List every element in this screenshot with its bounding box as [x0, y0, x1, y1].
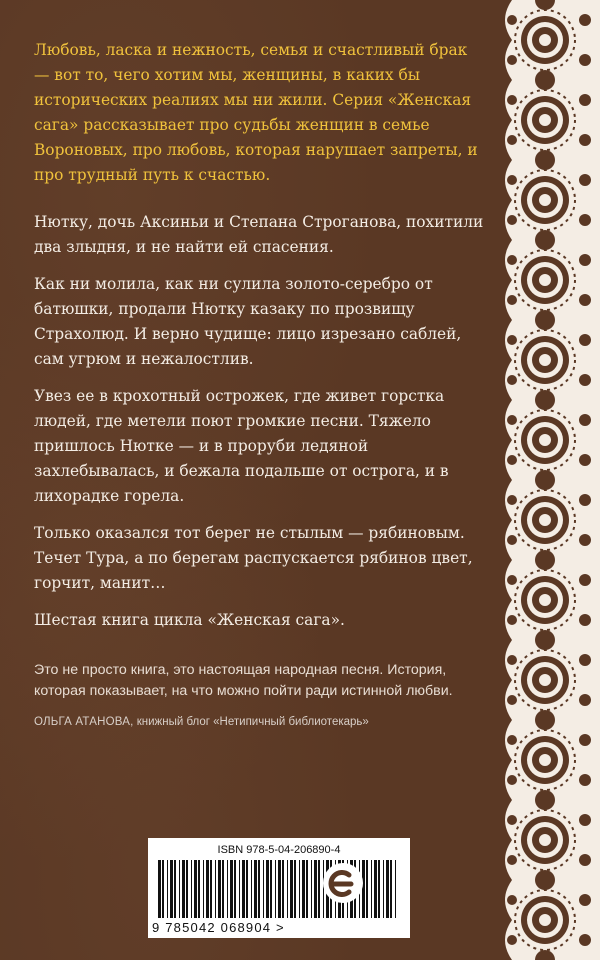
review-quote: Это не просто книга, это настоящая народная песня. История, которая показывает, на что можно пойти ради истинной любви.: [34, 662, 453, 699]
barcode-panel: [148, 838, 410, 938]
paragraph-2: Как ни молила, как ни сулила золото-серебро от батюшки, продали Нютку казаку по прозвищу Страхолюд. И верно чудище: лицо изрезано саблей, сам угрюм и нежалостлив.: [34, 275, 462, 368]
series-intro: Любовь, ласка и нежность, семья и счастливый брак — вот то, чего хотим мы, женщины, в каких бы исторических реалиях мы ни жили. Серия «Женская сага» рассказывает про судьбы женщин в семье Вороновых, про любовь, которая нарушает запреты, и про трудный путь к счастью.: [34, 41, 478, 184]
review-block: [34, 660, 474, 733]
barcode-digits: 9 785042 068904 >: [152, 920, 285, 935]
paragraph-1: Нютку, дочь Аксиньи и Степана Строганова, похитили два злыдня, и не найти ей спасения.: [34, 213, 484, 256]
reviewer-name: ОЛЬГА АТАНОВА,: [34, 716, 134, 728]
paragraph-5: Шестая книга цикла «Женская сага».: [34, 611, 345, 629]
annotation-block: [34, 38, 484, 645]
eksmo-logo-icon: [322, 862, 364, 904]
reviewer-credit: [34, 712, 474, 733]
lace-border: [490, 0, 600, 960]
reviewer-source: книжный блог «Нетипичный библиотекарь»: [136, 716, 369, 728]
paragraph-3: Увез ее в крохотный острожек, где живет горстка людей, где метели поют громкие песни. Тяжело пришлось Нютке — и в проруби ледяной захлебывалась, и бежала подальше от острога, и в лихорадке горела.: [34, 387, 449, 505]
isbn-label: ISBN 978-5-04-206890-4: [217, 844, 341, 856]
paragraph-4: Только оказался тот берег не стылым — рябиновым. Течет Тура, а по берегам распускается рябинов цвет, горчит, манит…: [34, 524, 473, 592]
